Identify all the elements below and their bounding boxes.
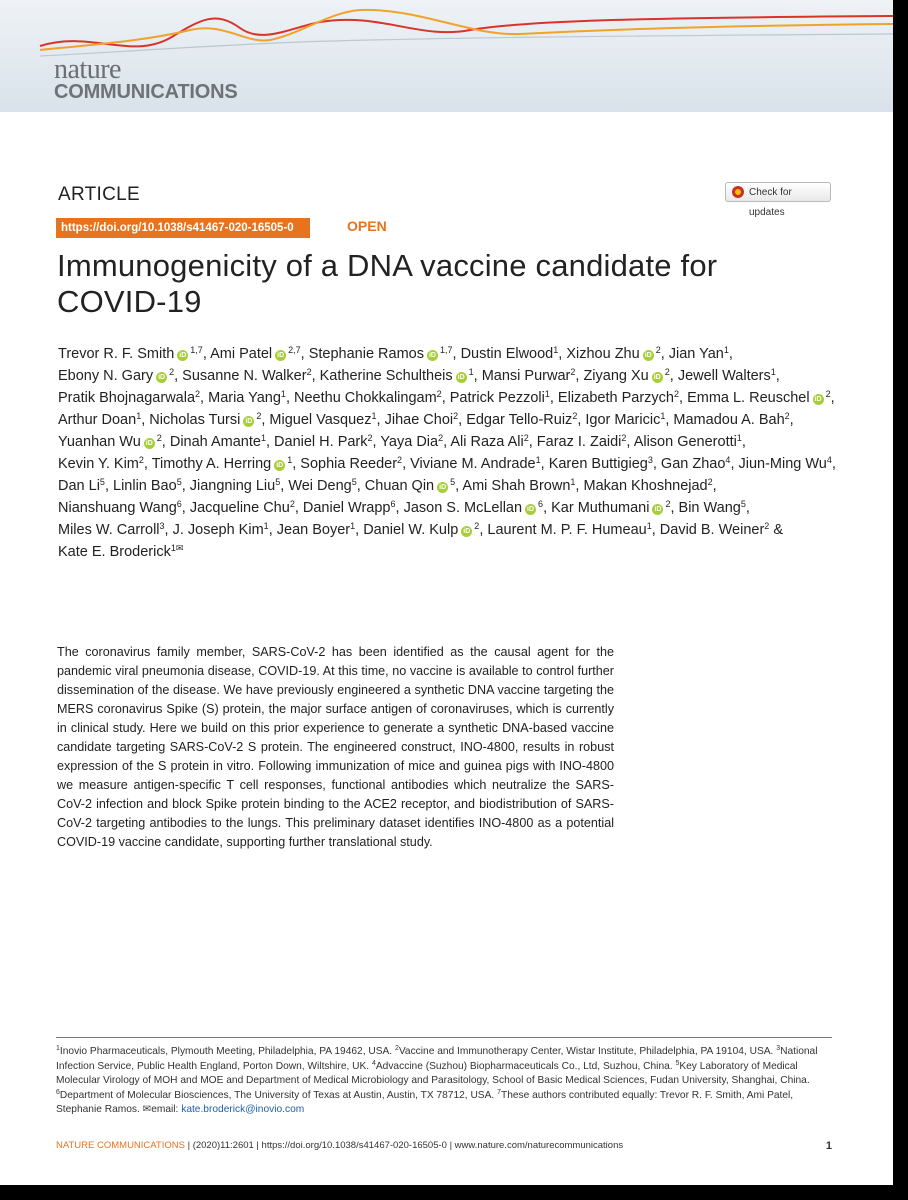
- author[interactable]: [300, 456, 402, 472]
- author-name: Elizabeth Parzych: [557, 390, 674, 406]
- orcid-icon[interactable]: iD: [463, 528, 471, 535]
- orcid-icon[interactable]: iD: [277, 352, 285, 359]
- author-name: Jason S. McLellan: [403, 500, 523, 516]
- author[interactable]: [487, 522, 651, 538]
- email-link[interactable]: kate.broderick@inovio.com: [181, 1104, 305, 1115]
- author-name: Makan Khoshnejad: [583, 478, 708, 494]
- author[interactable]: [549, 456, 653, 472]
- author-name: Igor Maricic: [585, 412, 661, 428]
- author-affiliation-marker: 2: [655, 345, 661, 355]
- author-name: Jacqueline Chu: [189, 500, 290, 516]
- page-number: 1: [825, 1140, 832, 1152]
- orcid-icon[interactable]: iD: [814, 396, 822, 403]
- author[interactable]: [673, 412, 789, 428]
- author-affiliation-marker: 2: [572, 411, 578, 421]
- author-name: Miguel Vasquez: [269, 412, 372, 428]
- author-affiliation-marker: 1: [350, 521, 356, 531]
- author[interactable]: [551, 500, 670, 516]
- author-affiliation-marker: 2: [138, 455, 144, 465]
- author[interactable]: [113, 478, 182, 494]
- orcid-icon[interactable]: iD: [439, 484, 447, 491]
- author[interactable]: [208, 390, 286, 406]
- author-name: Wei Deng: [288, 478, 352, 494]
- author-affiliation-marker: 2: [367, 433, 373, 443]
- author[interactable]: [558, 390, 679, 406]
- affiliation-text: Key Laboratory of Medical Molecular Virology of MOH and MOE and Department of Medical Microbiology and Parasitology, School of Basic Medical Sciences, Fudan University, Shanghai, China.: [56, 1060, 810, 1086]
- journal-banner: [0, 0, 893, 112]
- orcid-icon[interactable]: iD: [644, 352, 652, 359]
- author-affiliation-marker: 1✉: [170, 543, 184, 553]
- author-affiliation-marker: 2: [673, 389, 679, 399]
- author-name: Gan Zhao: [660, 456, 726, 472]
- logo-communications-text: COMMUNICATIONS: [54, 81, 238, 103]
- affiliation-number: 5: [675, 1059, 680, 1067]
- author-name: Jian Yan: [668, 346, 724, 362]
- author-name: Arthur Doan: [58, 412, 137, 428]
- author-affiliation-marker: 2: [523, 433, 529, 443]
- author-name: Ami Shah Brown: [462, 478, 571, 494]
- author-affiliation-marker: 2,7: [288, 345, 301, 355]
- author-name: Katherine Schultheis: [319, 368, 453, 384]
- swoosh-grey: [40, 34, 893, 56]
- affiliation-text: Department of Molecular Biosciences, The University of Texas at Austin, Austin, TX 78712, USA.: [59, 1089, 498, 1101]
- author-affiliation-marker: 1: [736, 433, 742, 443]
- author[interactable]: [583, 478, 712, 494]
- author-name: Miles W. Carroll: [58, 522, 160, 538]
- author-affiliation-marker: 2: [169, 367, 175, 377]
- crossmark-icon: [732, 186, 744, 198]
- author-affiliation-marker: 2: [453, 411, 459, 421]
- author-name: David B. Weiner: [659, 522, 765, 538]
- author-affiliation-marker: 1: [371, 411, 377, 421]
- author-affiliation-marker: 2: [764, 521, 770, 531]
- author-name: Jewell Walters: [677, 368, 771, 384]
- author-affiliation-marker: 2: [664, 367, 670, 377]
- abstract: The coronavirus family member, SARS-CoV-2 has been identified as the causal agent for the pandemic viral pneumonia disease, COVID-19. At this time, no vaccine is available to control further dissemination of the disease. We have previously engineered a synthetic DNA vaccine targeting the MERS coronavirus Spike (S) protein, the major surface antigen of coronaviruses, which is currently in clinical study. Here we build on this prior experience to generate a synthetic DNA-based vaccine candidate targeting SARS-CoV-2 S protein. The engineered construct, INO-4800, results in robust expression of the S protein in vitro. Following immunization of mice and guinea pigs with INO-4800 we measure antigen-specific T cell responses, functional antibodies which neutralize the SARS-CoV-2 infection and block Spike protein binding to the ACE2 receptor, and biodistribution of SARS-CoV-2 targeting antibodies to the lungs. This preliminary dataset identifies INO-4800 as a potential COVID-19 vaccine candidate, supporting further translational study.: [57, 645, 614, 849]
- author-affiliation-marker: 1: [570, 477, 576, 487]
- article-type-label: ARTICLE: [58, 184, 140, 205]
- author[interactable]: [58, 500, 182, 516]
- author-name: Susanne N. Walker: [182, 368, 307, 384]
- author-name: Neethu Chokkalingam: [294, 390, 437, 406]
- author[interactable]: [288, 478, 356, 494]
- author[interactable]: [58, 368, 174, 384]
- author[interactable]: [58, 390, 200, 406]
- author-name: Nianshuang Wang: [58, 500, 177, 516]
- author[interactable]: [466, 412, 577, 428]
- orcid-icon[interactable]: iD: [158, 374, 166, 381]
- author-name: Patrick Pezzoli: [449, 390, 545, 406]
- author[interactable]: [269, 412, 376, 428]
- author[interactable]: [190, 500, 295, 516]
- affiliation-number: 4: [371, 1059, 376, 1067]
- author-affiliation-marker: 2: [289, 499, 295, 509]
- author-affiliation-marker: 3: [647, 455, 653, 465]
- author-affiliation-marker: 1: [136, 411, 142, 421]
- author-affiliation-marker: 1: [770, 367, 776, 377]
- author-name: Dustin Elwood: [460, 346, 554, 362]
- author-affiliation-marker: 1,7: [190, 345, 203, 355]
- affiliation-text: These authors contributed equally: Trevor R. F. Smith, Ami Patel, Stephanie Ramos.: [56, 1089, 794, 1115]
- author-affiliation-marker: 6: [390, 499, 396, 509]
- author-name: Faraz I. Zaidi: [536, 434, 622, 450]
- affiliation-number: 2: [394, 1045, 399, 1052]
- author-affiliation-marker: 2: [707, 477, 713, 487]
- author-name: Karen Buttigieg: [548, 456, 648, 472]
- author-affiliation-marker: 2: [195, 389, 201, 399]
- orcid-icon[interactable]: iD: [654, 506, 662, 513]
- orcid-icon[interactable]: iD: [245, 418, 253, 425]
- footnote-divider: [56, 1037, 832, 1038]
- author[interactable]: [309, 346, 453, 362]
- author-name: Kar Muthumani: [551, 500, 650, 516]
- swoosh-red: [40, 16, 893, 46]
- author-affiliation-marker: 1: [646, 521, 652, 531]
- author-name: Daniel H. Park: [274, 434, 368, 450]
- author-affiliation-marker: 5: [740, 499, 746, 509]
- author-affiliation-marker: 2: [665, 499, 671, 509]
- author-name: Bin Wang: [678, 500, 741, 516]
- author[interactable]: [320, 368, 474, 384]
- author-name: Yuanhan Wu: [58, 434, 141, 450]
- affiliation-text: National Infection Service, Public Health England, Porton Down, Wiltshire, UK.: [56, 1046, 818, 1072]
- author[interactable]: [58, 478, 105, 494]
- affiliation-number: 7: [497, 1088, 501, 1096]
- author-name: Timothy A. Herring: [151, 456, 272, 472]
- author[interactable]: [482, 368, 576, 384]
- author[interactable]: [450, 434, 528, 450]
- author-affiliation-marker: 1: [535, 455, 541, 465]
- author-affiliation-marker: 1: [544, 389, 550, 399]
- author-affiliation-marker: 1: [723, 345, 729, 355]
- orcid-icon[interactable]: iD: [145, 440, 153, 447]
- author-name: Jiangning Liu: [189, 478, 276, 494]
- author[interactable]: [739, 456, 832, 472]
- author[interactable]: [277, 522, 355, 538]
- author-name: Nicholas Tursi: [149, 412, 241, 428]
- author-name: Mansi Purwar: [481, 368, 571, 384]
- author[interactable]: [687, 390, 831, 406]
- author-affiliation-marker: 2: [156, 433, 162, 443]
- author-name: Dan Li: [58, 478, 100, 494]
- author[interactable]: [566, 346, 660, 362]
- orcid-icon[interactable]: iD: [457, 374, 465, 381]
- author-name: Viviane M. Andrade: [410, 456, 536, 472]
- author-name: Laurent M. P. F. Humeau: [487, 522, 647, 538]
- author-name: Alison Generotti: [633, 434, 737, 450]
- author-name: Chuan Qin: [364, 478, 435, 494]
- orcid-icon[interactable]: iD: [276, 462, 284, 469]
- check-for-updates-label: Check for updates: [749, 187, 792, 218]
- author-name: Kate E. Broderick: [58, 544, 171, 560]
- author[interactable]: [678, 368, 776, 384]
- author-name: Yaya Dia: [380, 434, 439, 450]
- author-name: Stephanie Ramos: [308, 346, 424, 362]
- author[interactable]: [585, 412, 665, 428]
- author-affiliation-marker: 1: [287, 455, 293, 465]
- affiliation-number: 3: [776, 1045, 781, 1052]
- author-name: Kevin Y. Kim: [58, 456, 139, 472]
- author-name: Ziyang Xu: [583, 368, 649, 384]
- affiliation-text: Vaccine and Immunotherapy Center, Wistar Institute, Philadelphia, PA 19104, USA.: [398, 1046, 777, 1057]
- orcid-icon[interactable]: iD: [653, 374, 661, 381]
- author-name: Jiun-Ming Wu: [738, 456, 827, 472]
- affiliation-text: Inovio Pharmaceuticals, Plymouth Meeting, Philadelphia, PA 19462, USA.: [59, 1046, 395, 1057]
- author-name: Daniel W. Kulp: [363, 522, 459, 538]
- affiliation-text: Advaccine (Suzhou) Biopharmaceuticals Co., Ltd, Suzhou, China.: [375, 1060, 676, 1072]
- author-name: Ebony N. Gary: [58, 368, 154, 384]
- author[interactable]: [170, 434, 266, 450]
- author-affiliation-marker: 4: [725, 455, 731, 465]
- orcid-icon[interactable]: iD: [179, 352, 187, 359]
- author[interactable]: [182, 368, 311, 384]
- author-name: Maria Yang: [208, 390, 281, 406]
- author[interactable]: [58, 434, 162, 450]
- author-affiliation-marker: 5: [99, 477, 105, 487]
- author[interactable]: [294, 390, 442, 406]
- author[interactable]: [661, 456, 731, 472]
- author-affiliation-marker: 2: [825, 389, 831, 399]
- author[interactable]: [173, 522, 269, 538]
- author[interactable]: [365, 478, 455, 494]
- article-title: Immunogenicity of a DNA vaccine candidate for COVID-19: [57, 248, 718, 319]
- author-affiliation-marker: 1: [280, 389, 286, 399]
- author-affiliation-marker: 2: [570, 367, 576, 377]
- author[interactable]: [152, 456, 293, 472]
- orcid-icon[interactable]: iD: [428, 352, 436, 359]
- author-affiliation-marker: 1: [468, 367, 474, 377]
- author[interactable]: [450, 390, 550, 406]
- check-for-updates-button[interactable]: [725, 182, 831, 218]
- author-name: Trevor R. F. Smith: [58, 346, 175, 362]
- author-name: Sophia Reeder: [300, 456, 398, 472]
- doi-link[interactable]: https://doi.org/10.1038/s41467-020-16505-0: [56, 218, 310, 238]
- open-access-label: OPEN: [347, 218, 387, 234]
- author-affiliation-marker: 1: [260, 433, 266, 443]
- author-name: Dinah Amante: [169, 434, 261, 450]
- author-affiliation-marker: 6: [176, 499, 182, 509]
- author[interactable]: [385, 412, 459, 428]
- author-name: Xizhou Zhu: [566, 346, 640, 362]
- author[interactable]: [58, 412, 141, 428]
- author[interactable]: [210, 346, 301, 362]
- author[interactable]: [380, 434, 443, 450]
- footer-journal-name: NATURE COMMUNICATIONS: [56, 1140, 185, 1151]
- affiliation-number: 1: [56, 1045, 60, 1052]
- author-affiliation-marker: 2: [306, 367, 312, 377]
- page-footer: [56, 1140, 832, 1151]
- author-name: Daniel Wrapp: [302, 500, 391, 516]
- author-name: Ami Patel: [210, 346, 273, 362]
- author[interactable]: [190, 478, 280, 494]
- author-name: Edgar Tello-Ruiz: [466, 412, 573, 428]
- author-affiliation-marker: 1: [263, 521, 269, 531]
- author-name: Linlin Bao: [113, 478, 177, 494]
- author[interactable]: [274, 434, 373, 450]
- author-affiliation-marker: 2: [438, 433, 444, 443]
- author-affiliation-marker: 4: [826, 455, 832, 465]
- author[interactable]: [58, 522, 165, 538]
- orcid-icon[interactable]: iD: [527, 506, 535, 513]
- author-affiliation-marker: 5: [275, 477, 281, 487]
- author-name: Mamadou A. Bah: [673, 412, 785, 428]
- author[interactable]: [363, 522, 479, 538]
- author-name: J. Joseph Kim: [172, 522, 264, 538]
- logo-nature-text: nature: [54, 54, 121, 85]
- author[interactable]: [461, 346, 559, 362]
- author[interactable]: [537, 434, 627, 450]
- author[interactable]: [679, 500, 746, 516]
- author[interactable]: [410, 456, 541, 472]
- author-affiliation-marker: 2: [397, 455, 403, 465]
- footer-citation: | (2020)11:2601 | https://doi.org/10.1038/s41467-020-16505-0 | www.nature.com/naturecommunications: [184, 1140, 624, 1151]
- envelope-icon: ✉: [142, 1104, 152, 1115]
- author-affiliation-marker: 1: [660, 411, 666, 421]
- author[interactable]: [634, 434, 742, 450]
- affiliation-number: 6: [56, 1088, 60, 1096]
- author-name: Emma L. Reuschel: [687, 390, 810, 406]
- author[interactable]: [583, 368, 669, 384]
- author-name: Ali Raza Ali: [450, 434, 524, 450]
- author[interactable]: [660, 522, 770, 538]
- email-label: email:: [151, 1104, 182, 1115]
- author[interactable]: [303, 500, 396, 516]
- author[interactable]: [462, 478, 575, 494]
- affiliations: [56, 1045, 832, 1118]
- author-list: Trevor R. F. Smith iD$^{1,7}$, Ami Patel iD$^{2,7}$, Stephanie Ramos iD$^{1,7}$, Dustin Elwood$^1$, Xizhou Zhu $iD^2$, Jian Yan$^1$, Ebony N. Gary $iD^2$, Susanne N. Walker$^2$, Katherine Schultheis $iD^1$, Mansi Purwar$^2$, Ziyang Xu $iD^2$, Jewell Walters$^1$, Pratik Bhojnagarwala$^2$, Maria Yang$^1$, Neethu Chokkalingam$^2$, Patrick Pezzoli$^1$, Elizabeth Parzych$^2$, Emma L. Reuschel $iD^2$, Arthur Doan$^1$, Nicholas Tursi $iD^2$, Miguel Vasquez$^1$, Jihae Choi$^2$, Edgar Tello-Ruiz$^2$, Igor Maricic$^1$, Mamadou A. Bah$^2$, Yuanhan Wu $iD^2$, Dinah Amante$^1$, Daniel H. Park$^2$, Yaya Dia$^2$, Ali Raza Ali$^2$, Faraz I. Zaidi$^2$, Alison Generotti$^1$, Kevin Y. Kim$^2$, Timothy A. Herring $iD^1$, Sophia Reeder$^2$, Viviane M. Andrade$^1$, Karen Buttigieg$^3$, Gan Zhao$^4$, Jiun-Ming Wu$^4$, Dan Li$^5$, Linlin Bao$^5$, Jiangning Liu$^5$, Wei Deng$^5$, Chuan Qin $iD^5$, Ami Shah Brown$^1$, Makan Khoshnejad$^2$, Nianshuang Wang$^6$, Jacqueline Chu$^2$, Daniel Wrapp$^6$, Jason S. McLellan $iD^6$, Kar Muthumani $iD^2$, Bin Wang$^5$, Miles W. Carroll$^3$, J. Joseph Kim$^1$, Jean Boyer$^1$, Daniel W. Kulp $iD^2$, Laurent M. P. F. Humeau$^1$, David B. Weiner$^2$ & Kate E. Broderick$^{1✉}$: [58, 345, 836, 560]
- author[interactable]: [669, 346, 729, 362]
- author-name: Pratik Bhojnagarwala: [58, 390, 196, 406]
- author[interactable]: [149, 412, 261, 428]
- author-affiliation-marker: 2: [256, 411, 262, 421]
- author-name: Jean Boyer: [276, 522, 351, 538]
- author-affiliation-marker: 2: [474, 521, 480, 531]
- author-affiliation-marker: 5: [176, 477, 182, 487]
- author[interactable]: [404, 500, 544, 516]
- author-affiliation-marker: 2: [436, 389, 442, 399]
- author-affiliation-marker: 2: [621, 433, 627, 443]
- author-affiliation-marker: 2: [784, 411, 790, 421]
- author[interactable]: [58, 456, 144, 472]
- author-affiliation-marker: 5: [351, 477, 357, 487]
- author-affiliation-marker: 3: [159, 521, 165, 531]
- author-affiliation-marker: 6: [538, 499, 544, 509]
- author-affiliation-marker: 1: [553, 345, 559, 355]
- author-affiliation-marker: 1,7: [439, 345, 453, 355]
- author-affiliation-marker: 5: [450, 477, 456, 487]
- author-name: Jihae Choi: [384, 412, 454, 428]
- author[interactable]: [58, 544, 183, 560]
- author[interactable]: [58, 346, 203, 362]
